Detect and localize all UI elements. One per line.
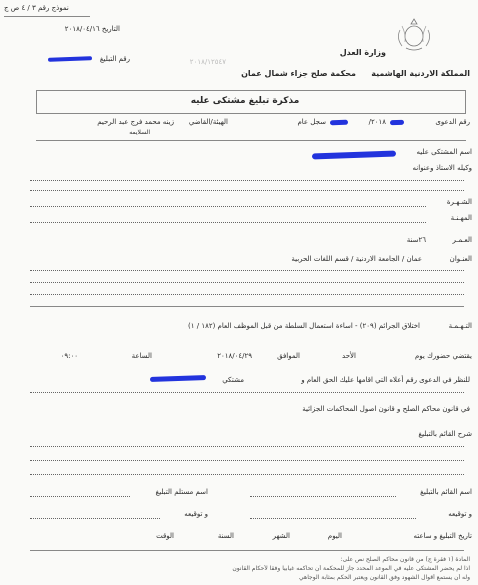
dotted-line [30,474,464,475]
day-label: اليوم [327,532,342,540]
hearing-day: الأحد [342,352,356,360]
server-name-label: اسم القائم بالتبليغ [420,488,472,496]
dotted-line [30,446,464,447]
dotted-line [30,282,464,283]
footer-line-1: المادة (١ فقرة ج) من قانون محاكم الصلح نص على: [340,556,470,563]
dotted-line [30,190,464,191]
judge-surname: السلايمه [129,129,150,136]
law-text: في قانون محاكم الصلح و قانون اصول المحاكمات الجزائية [302,405,470,413]
footer-line-3: وله أن يستمع أقوال الشهود وفق القانون ويعتبر الحكم بمثابة الوجاهي [299,574,470,581]
receiver-name-label: اسم مستلم التبليغ [155,488,208,496]
time-label: الساعة [131,352,152,360]
lawyer-label: وكيله الاستاذ وعنوانه [412,164,472,172]
charge-text: اختلاق الجرائم (٢٠٩) - اساءة استعمال السلطة من قبل الموظف العام (١٨٢ / ١) [188,322,420,330]
redaction-mark [390,120,404,125]
panel-label: الهيئة/القاضي [188,118,228,126]
case-number-label: رقم الدعوى [435,118,470,126]
kingdom-name: المملكة الاردنية الهاشمية [371,69,470,78]
dotted-line [30,460,464,461]
dotted-line [250,496,396,497]
redaction-mark [150,375,206,382]
redaction-mark [312,151,396,160]
dotted-line [30,206,426,207]
dotted-line [30,518,160,519]
defendant-label: اسم المشتكى عليه [416,148,472,156]
age-label: العـمـر [452,236,472,244]
profession-label: المهـنـة [450,214,472,222]
case-register: سجل عام [297,118,326,126]
case-number-value: ٢٠١٨/ [368,118,386,126]
divider [30,550,464,551]
time-value: ٠٩:٠٠ [60,352,78,360]
dotted-line [30,294,464,295]
address-label: العنـوان [449,255,472,263]
dotted-line [250,518,416,519]
form-number: نموذج رقم ٣ / ٤ ص ج [4,4,69,12]
notice-date: التاريخ ٢٠١٨/٠٤/١٦ [64,25,120,33]
time-col-label: الوقت [156,532,174,540]
corresponding-label: الموافق [277,352,300,360]
document-title: مذكرة تبليغ مشتكى عليه [190,96,300,106]
age-value: ٢٦سنة [406,236,426,244]
notice-date-label: تاريخ التبليغ و ساعته [413,532,472,540]
faint-case-number: ٢٠١٨/١٢٥٤٧ [189,58,226,66]
attend-label: يقتضي حضورك يوم [414,352,472,360]
dotted-line [30,270,464,271]
dotted-line [30,496,130,497]
footer-line-2: اذا لم يحضر المشتكى عليه في الموعد المحدد جاز للمحكمة أن تحاكمه غيابيا وفقا لأحكام القانون [232,565,470,572]
redaction-mark [48,56,92,62]
dotted-line [30,222,426,223]
nickname-label: الشـهـرة [446,198,472,206]
divider [4,16,90,17]
dotted-line [30,392,464,393]
charge-label: التـهـمـة [448,322,472,330]
judge-name: زينه محمد فرج عبد الرحيم [97,118,174,126]
ministry-name: وزارة العدل [339,48,386,57]
divider [30,306,464,307]
court-name: محكمة صلح جزاء شمال عمان [241,69,356,78]
purpose-text: للنظر في الدعوى رقم أعلاه التي اقامها عليك الحق العام و [301,376,470,384]
year-label: السنة [217,532,234,540]
month-label: الشهر [272,532,290,540]
address-value: عمان / الجامعة الاردنية / قسم اللغات الحربية [291,255,422,263]
notice-number-label: رقم التبليغ [99,55,130,63]
dotted-line [30,180,464,181]
receiver-signature-label: و توقيعه [184,510,208,518]
complainant-label: مشتكي [222,376,244,384]
kingdom-emblem-icon [394,16,434,54]
server-signature-label: و توقيعه [448,510,472,518]
redaction-mark [330,120,348,126]
divider [36,140,466,141]
hearing-date: ٢٠١٨/٠٤/٢٩ [217,352,252,360]
explain-label: شرح القائم بالتبليغ [418,430,472,438]
